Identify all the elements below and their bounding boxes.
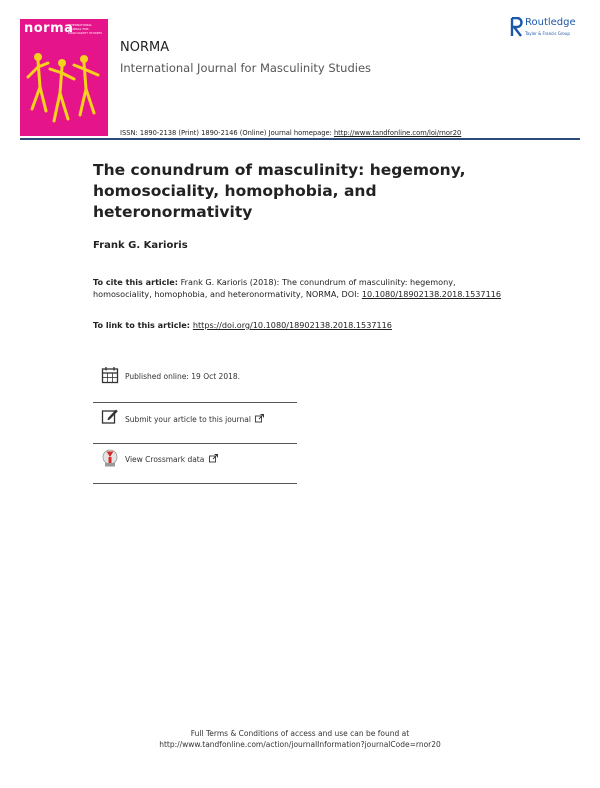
article-link-block [93,320,392,330]
dancing-figures-illustration [26,49,104,131]
header-divider [20,138,580,140]
article-doi-link[interactable]: https://doi.org/10.1080/18902138.2018.1537116 [192,320,392,330]
issn-line [120,129,461,137]
issn-text: ISSN: 1890-2138 (Print) 1890-2146 (Online) Journal homepage: [120,129,334,137]
crossmark-icon [101,449,119,469]
published-online-text: Published online: 19 Oct 2018. [125,372,241,381]
footer-terms-link[interactable]: http://www.tandfonline.com/action/journalInformation?journalCode=rnor20 [159,740,441,749]
cover-logo: norma [24,21,74,36]
edit-icon [101,407,119,425]
publisher-tagline: Taylor & Francis Group [525,31,570,36]
external-link-icon [209,454,218,463]
footer-line-1: Full Terms & Conditions of access and use can be found at [190,729,410,738]
submit-article-link[interactable] [125,414,264,424]
external-link-icon [255,414,264,423]
article-author: Frank G. Karioris [93,240,188,251]
citation-label: To cite this article: [93,277,179,287]
publisher-logo [510,17,590,41]
journal-cover [20,19,108,136]
journal-name: NORMA [120,40,170,55]
citation-block [93,277,513,300]
calendar-icon [101,366,119,384]
article-title: The conundrum of masculinity: hegemony, homosociality, homophobia, and heteronormativity [93,161,466,221]
cover-subtitle: INTERNATIONAL JOURNAL FOR MASCULINITY STUDIES [68,23,103,35]
publisher-name: Routledge [525,17,576,28]
citation-doi-link[interactable]: 10.1080/18902138.2018.1537116 [361,288,502,299]
submit-article-text: Submit your article to this journal [125,415,251,424]
submit-article-row[interactable] [93,403,297,444]
journal-subtitle: International Journal for Masculinity Studies [120,61,372,75]
journal-homepage-link[interactable]: http://www.tandfonline.com/loi/rnor20 [333,129,462,137]
crossmark-row[interactable] [93,443,297,484]
crossmark-text: View Crossmark data [125,455,205,464]
crossmark-link[interactable] [125,454,218,464]
terms-footer [0,728,600,750]
article-link-label: To link to this article: [93,320,193,330]
routledge-r-icon [510,17,523,37]
citation-text: Frank G. Karioris (2018): The conundrum of masculinity: hegemony, homosociality, homophobia, and heteronormativity, NORMA, DOI: [93,277,456,299]
published-online-row [93,362,297,403]
